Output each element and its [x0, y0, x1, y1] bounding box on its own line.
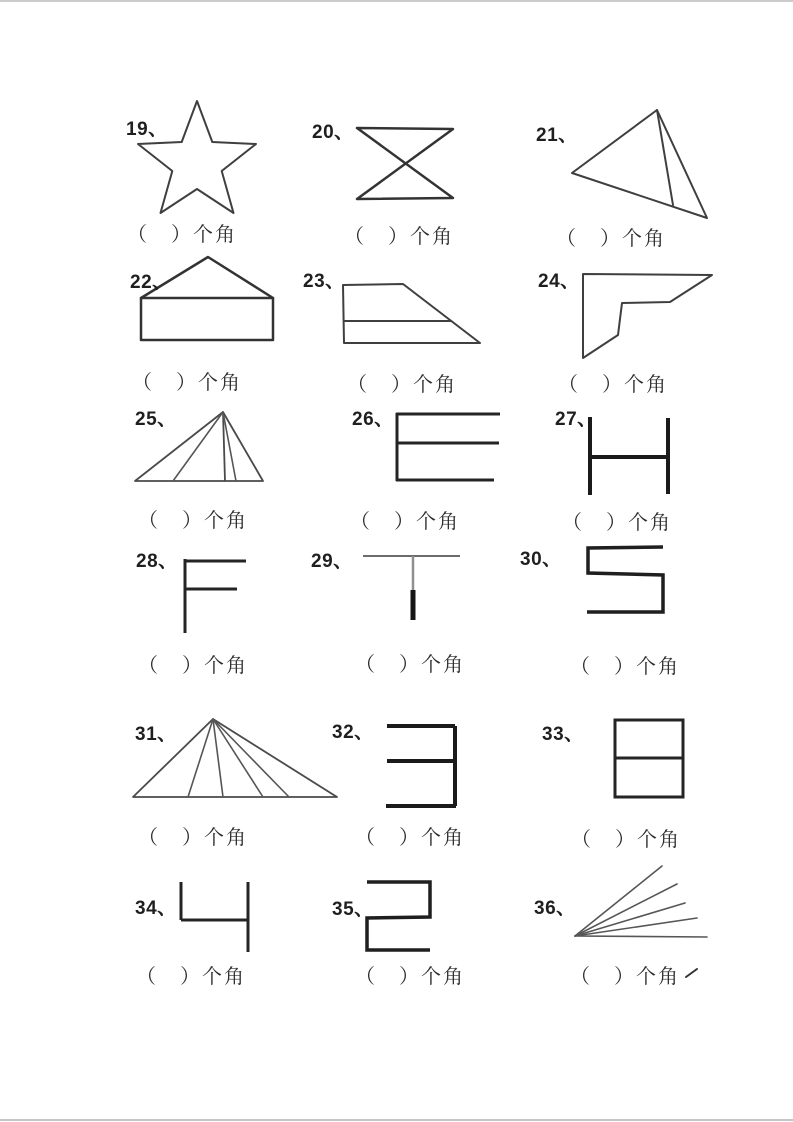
hourglass-shape [357, 128, 453, 199]
figure-27-number: 27、 [555, 409, 597, 430]
figure-28-answer-blank: （ ）个角 [138, 655, 248, 677]
figure-31-number: 31、 [135, 724, 177, 745]
stray-pen-mark [686, 969, 697, 977]
figure-23-answer-blank: （ ）个角 [347, 374, 457, 396]
figure-31-answer-blank: （ ）个角 [138, 827, 248, 849]
figure-34-answer-blank: （ ）个角 [136, 966, 246, 988]
figure-20-number: 20、 [312, 122, 354, 143]
figure-36-number: 36、 [534, 898, 576, 919]
figure-30-answer-blank: （ ）个角 [570, 656, 680, 678]
letter-f-shape [184, 559, 246, 633]
figure-22-answer-blank: （ ）个角 [132, 372, 242, 394]
digit-4-shape [181, 882, 248, 952]
letter-e-shape [396, 413, 500, 481]
figure-23-number: 23、 [303, 271, 345, 292]
figure-28-number: 28、 [136, 551, 178, 572]
figure-29-number: 29、 [311, 551, 353, 572]
figure-26-number: 26、 [352, 409, 394, 430]
trapezoid-shape [343, 284, 480, 343]
figure-33-number: 33、 [542, 724, 584, 745]
figure-19-answer-blank: （ ）个角 [127, 224, 237, 246]
mirrored-e-shape [386, 726, 456, 806]
figure-30-number: 30、 [520, 549, 562, 570]
figure-25-answer-blank: （ ）个角 [138, 510, 248, 532]
figure-33-answer-blank: （ ）个角 [571, 829, 681, 851]
figure-29-answer-blank: （ ）个角 [355, 654, 465, 676]
figure-35-number: 35、 [332, 899, 374, 920]
digit-5-shape [587, 547, 663, 612]
triangle-with-cevian-shape [572, 110, 707, 218]
figure-25-number: 25、 [135, 409, 177, 430]
figure-19-number: 19、 [126, 119, 168, 140]
figure-24-answer-blank: （ ）个角 [558, 374, 668, 396]
figure-24-number: 24、 [538, 271, 580, 292]
figure-22-number: 22、 [130, 272, 172, 293]
figure-32-number: 32、 [332, 722, 374, 743]
figure-21-answer-blank: （ ）个角 [556, 228, 666, 250]
figure-34-number: 34、 [135, 898, 177, 919]
digit-2-shape [367, 882, 430, 950]
figure-27-answer-blank: （ ）个角 [562, 512, 672, 534]
figure-36-answer-blank: （ ）个角 [570, 966, 680, 988]
figure-21-number: 21、 [536, 125, 578, 146]
figure-20-answer-blank: （ ）个角 [344, 226, 454, 248]
figure-32-answer-blank: （ ）个角 [355, 827, 465, 849]
letter-t-shape [363, 556, 460, 620]
rectangle-midline-shape [615, 720, 683, 797]
figure-35-answer-blank: （ ）个角 [355, 966, 465, 988]
letter-h-shape [590, 417, 668, 495]
bent-arrow-shape [583, 274, 712, 358]
figure-26-answer-blank: （ ）个角 [350, 511, 460, 533]
ray-fan-shape [575, 866, 707, 937]
